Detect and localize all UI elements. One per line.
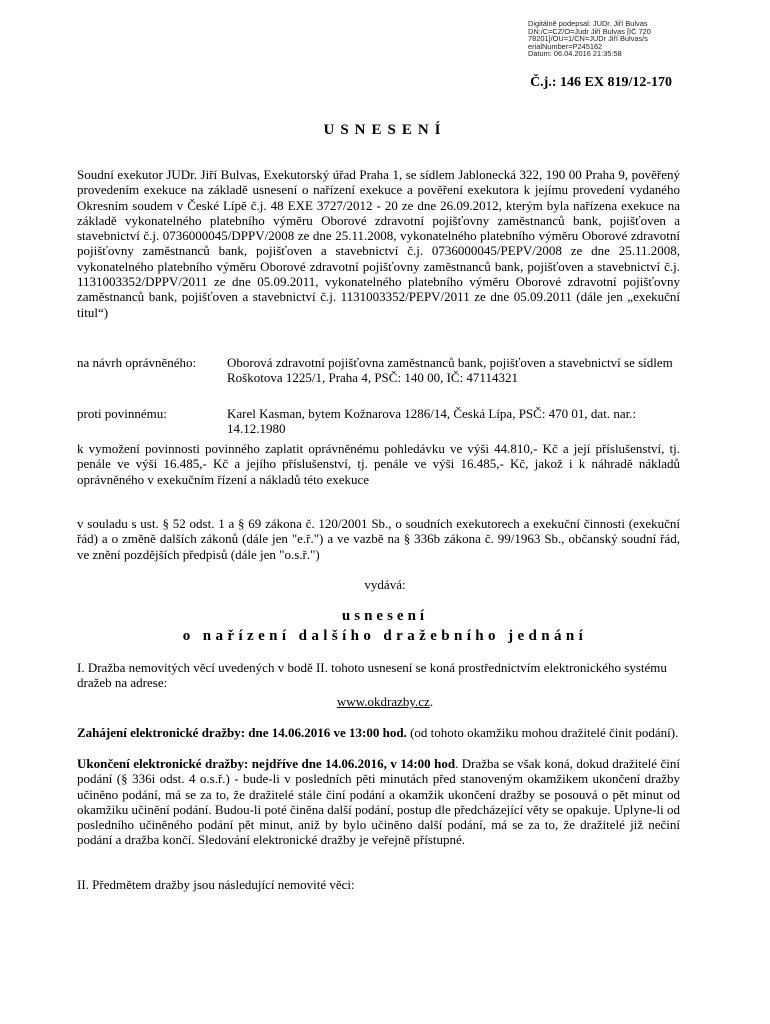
signature-line: erialNumber=P245162: [528, 42, 603, 51]
signature-line: DN:/C=CZ/O=Judr Jiří Bulvas [IČ 720: [528, 27, 651, 36]
resolution-title: usnesení: [341, 608, 429, 624]
auction-url-link[interactable]: www.okdrazby.cz: [336, 694, 430, 709]
intro-paragraph: Soudní exekutor JUDr. Jiří Bulvas, Exekutorský úřad Praha 1, se sídlem Jablonecká 322, 190 00 Praha 9, pověřený provedením exekuce na základě usnesení o nařízení exekuce a pověření exekutora k jejímu provedení vydaného Okresním soudem v České Lípě č.j. 48 EXE 3727/2012 - 20 ze dne 26.09.2012, kterým byla nařízena exekuce na základě vykonatelného platebního výměru Oborové zdravotní pojišťovny zaměstnanců bank, pojišťoven a stavebnictví č.j. 0736000045/DPPV/2008 ze dne 25.11.2008, vykonatelného platebního výměru Oborové zdravotní pojišťovny zaměstnanců bank, pojišťoven a stavebnictví č.j. 0736000045/PEPV/2008 ze dne 25.11.2008, vykonatelného platebního výměru Oborové zdravotní pojišťovny zaměstnanců bank, pojišťoven a stavebnictví č.j. 1131003352/DPPV/2011 ze dne 05.09.2011, vykonatelného platebního výměru Oborové zdravotní pojišťovny zaměstnanců bank, pojišťoven a stavebnictví č.j. 1131003352/PEPV/2011 ze dne 05.09.2011 (dále jen „exekuční titul“): [77, 167, 680, 320]
debtor-value: Karel Kasman, bytem Kožnarova 1286/14, Česká Lípa, PSČ: 470 01, dat. nar.: 14.12.1980: [227, 406, 637, 437]
digital-signature-block: [528, 20, 764, 58]
issues-label: vydává:: [364, 577, 406, 592]
document-title: USNESENÍ: [323, 122, 447, 138]
auction-start-paragraph: [77, 725, 680, 740]
debtor-label: proti povinnému:: [77, 406, 167, 421]
auction-url-suffix: .: [429, 694, 434, 709]
signature-line: 78201]/OU=1/CN=JUDr Jiří Bulvas/s: [528, 35, 648, 43]
section-2-text: II. Předmětem dražby jsou následující nemovité věci:: [77, 877, 355, 892]
section-1-text: I. Dražba nemovitých věcí uvedených v bodě II. tohoto usnesení se koná prostřednictvím elektronického systému dražeb na adrese:: [77, 660, 667, 691]
resolution-subtitle: o nařízení dalšího dražebního jednání: [182, 628, 588, 644]
auction-end-paragraph: [77, 756, 680, 848]
auction-end-bold: Ukončení elektronické dražby: nejdříve dne 14.06.2016, v 14:00 hod: [77, 756, 456, 771]
signature-line: Datum: 06.04.2016 21:35:58: [528, 50, 622, 58]
auction-end-rest: . Dražba se však koná, dokud dražitelé činí podání (§ 336i odst. 4 o.s.ř.) - bude-li v posledních pěti minutách před stanoveným okamžikem ukončení dražby učiněno podání, má se za to, že dražitelé stále činí podání a okamžik ukončení dražby se posouvá o pět minut od okamžiku učinění podání. Budou-li poté činěna další podání, postup dle předcházející věty se opakuje. Uplyne-li od posledního učiněného podání pět minut, aniž by bylo učiněno další podání, má se za to, že dražitelé již nečiní podání a dražba končí. Sledování elektronické dražby je veřejně přístupné.: [77, 756, 680, 848]
auction-start-bold: Zahájení elektronické dražby: dne 14.06.2016 ve 13:00 hod.: [77, 725, 407, 740]
auction-url-line: [0, 694, 770, 710]
legal-basis-paragraph: v souladu s ust. § 52 odst. 1 a § 69 zákona č. 120/2001 Sb., o soudních exekutorech a exekuční činnosti (exekuční řád) a o změně dalších zákonů (dále jen "e.ř.") a ve vazbě na § 336b zákona č. 99/1963 Sb., občanský soudní řád, ve znění pozdějších předpisů (dále jen "o.s.ř."): [77, 516, 680, 562]
signature-line: Digitálně podepsal: JUDr. Jiří Bulvas: [528, 20, 648, 28]
creditor-value: Oborová zdravotní pojišťovna zaměstnanců bank, pojišťoven a stavebnictví se sídlem Roškotova 1225/1, Praha 4, PSČ: 140 00, IČ: 47114321: [227, 355, 673, 386]
case-reference: Č.j.: 146 EX 819/12-170: [530, 75, 672, 90]
creditor-label: na návrh oprávněného:: [77, 355, 197, 370]
auction-start-rest: (od tohoto okamžiku mohou dražitelé činit podání).: [406, 725, 679, 740]
obligation-paragraph: k vymožení povinnosti povinného zaplatit oprávněnému pohledávku ve výši 44.810,- Kč a její příslušenství, tj. penále ve výši 16.485,- Kč a jejího příslušenství, tj. penále ve výši 16.485,- Kč, jakož i k náhradě nákladů oprávněného v exekučním řízení a nákladů této exekuce: [77, 441, 680, 487]
